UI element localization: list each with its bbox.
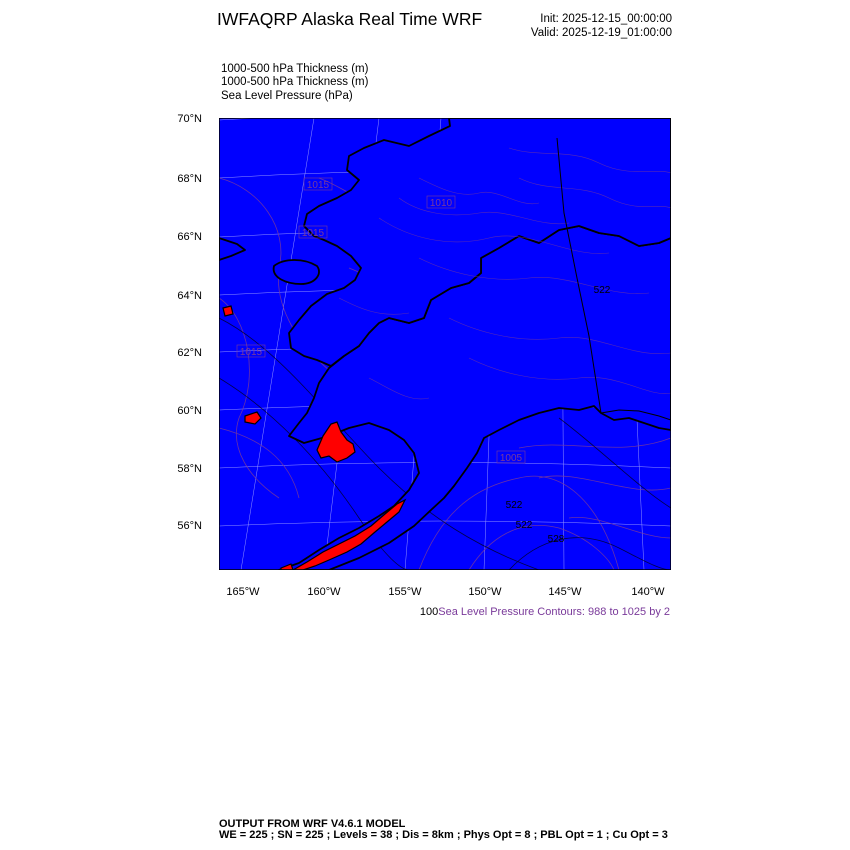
lon-label-160w: 160°W <box>307 586 341 598</box>
slp-label: 1005 <box>499 453 523 464</box>
lat-label-70n: 70°N <box>177 113 202 125</box>
contour-info-text: Sea Level Pressure Contours: 988 to 1025 by 2 <box>438 606 670 618</box>
lon-label-155w: 155°W <box>388 586 422 598</box>
slp-label: 1015 <box>301 228 325 239</box>
slp-label: 1015 <box>239 347 263 358</box>
lat-label-68n: 68°N <box>177 173 202 185</box>
field-label-thickness-2: 1000-500 hPa Thickness (m) <box>221 76 369 88</box>
field-label-thickness-1: 1000-500 hPa Thickness (m) <box>221 63 369 75</box>
lat-label-58n: 58°N <box>177 463 202 475</box>
thickness-label: 522 <box>505 500 523 511</box>
contour-info-prefix: 100 <box>419 606 439 618</box>
lat-label-64n: 64°N <box>177 290 202 302</box>
map-panel <box>219 118 671 570</box>
lon-label-140w: 140°W <box>631 586 665 598</box>
lat-label-62n: 62°N <box>177 347 202 359</box>
thickness-label: 528 <box>547 534 565 545</box>
model-footer-line2: WE = 225 ; SN = 225 ; Levels = 38 ; Dis = 8km ; Phys Opt = 8 ; PBL Opt = 1 ; Cu Opt = 3 <box>219 829 668 841</box>
lon-label-150w: 150°W <box>468 586 502 598</box>
init-time: Init: 2025-12-15_00:00:00 <box>540 13 672 25</box>
lon-label-165w: 165°W <box>226 586 260 598</box>
slp-label: 1010 <box>429 198 453 209</box>
thickness-label: 522 <box>593 285 611 296</box>
lon-label-145w: 145°W <box>548 586 582 598</box>
valid-time: Valid: 2025-12-19_01:00:00 <box>530 27 672 39</box>
thickness-label: 522 <box>515 520 533 531</box>
lat-label-60n: 60°N <box>177 405 202 417</box>
lat-label-56n: 56°N <box>177 520 202 532</box>
model-footer-line1: OUTPUT FROM WRF V4.6.1 MODEL <box>219 818 406 830</box>
lat-label-66n: 66°N <box>177 231 202 243</box>
slp-label: 1015 <box>306 180 330 191</box>
field-label-slp: Sea Level Pressure (hPa) <box>221 90 353 102</box>
page-title: IWFAQRP Alaska Real Time WRF <box>217 9 483 29</box>
contour-info <box>420 606 670 618</box>
